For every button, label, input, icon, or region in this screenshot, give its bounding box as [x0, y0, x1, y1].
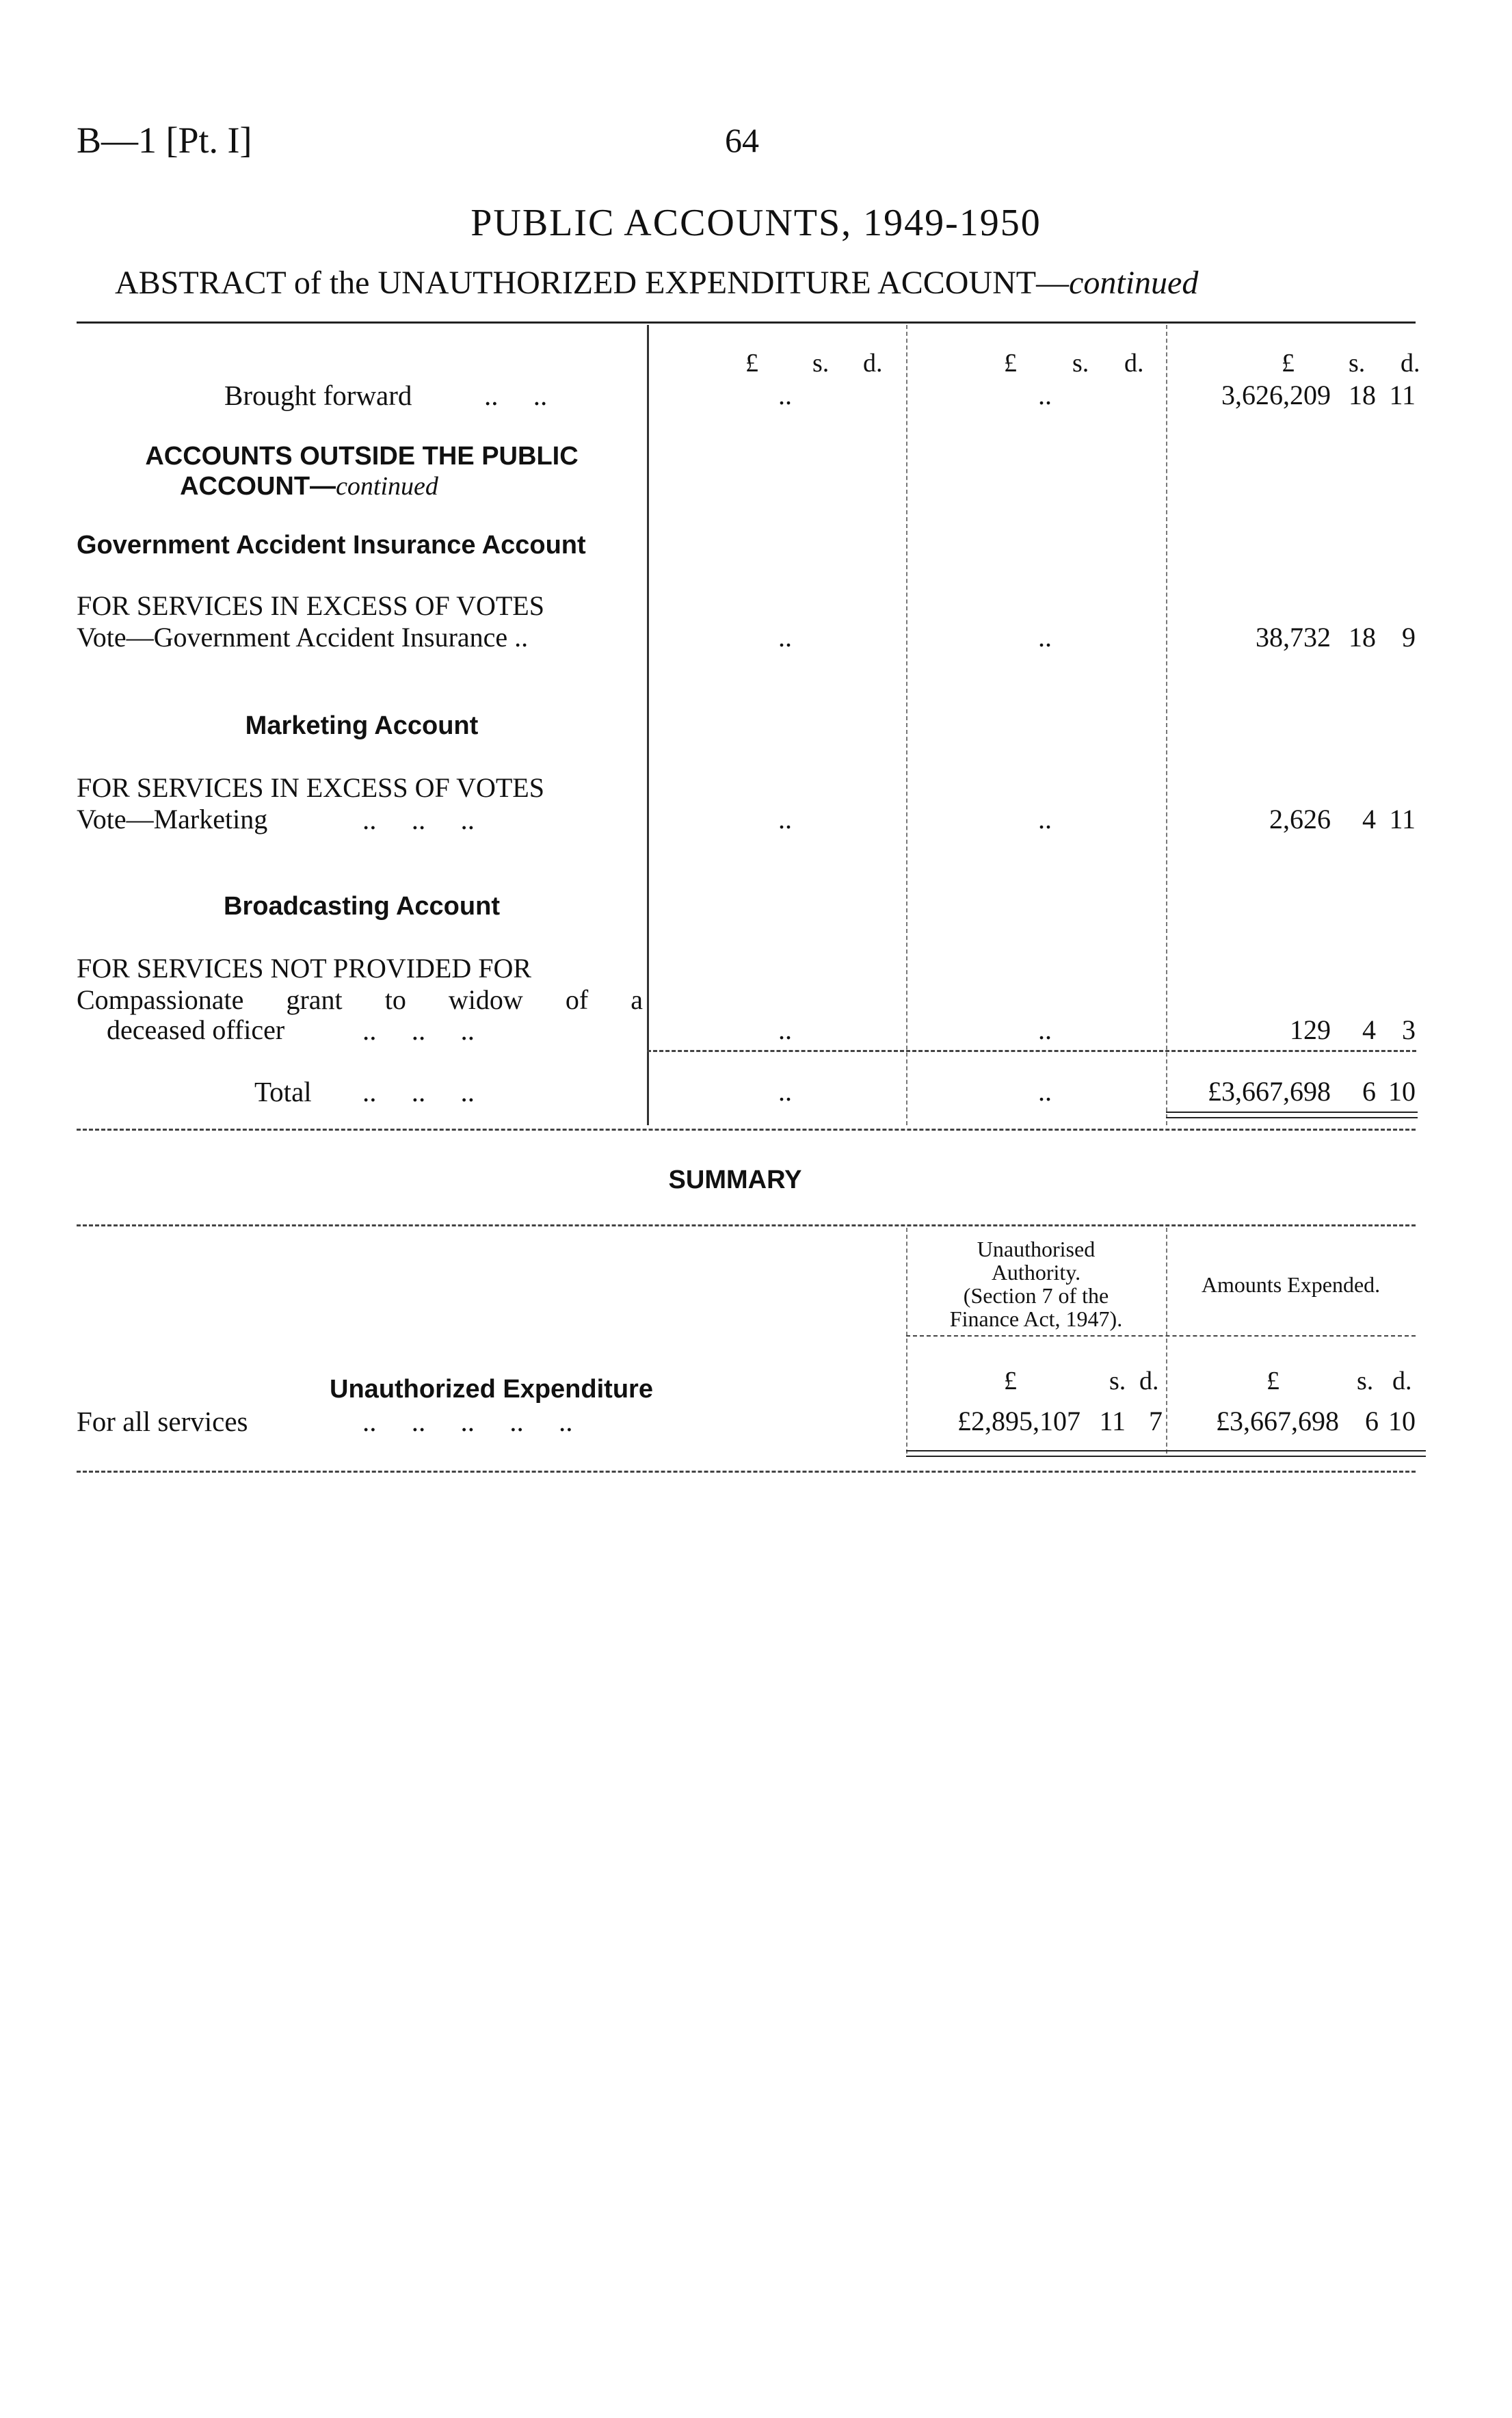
- total-dots: .. .. ..: [362, 1076, 475, 1107]
- summary-row-label: For all services: [77, 1406, 248, 1437]
- page-number: 64: [725, 121, 759, 159]
- brought-forward-shillings: 18: [1349, 380, 1376, 410]
- summary-expended-pence: 10: [1388, 1406, 1416, 1436]
- section2-pence: 11: [1389, 804, 1416, 835]
- section1-col1: ..: [778, 622, 792, 653]
- section1-pounds: 38,732: [1256, 622, 1331, 653]
- section2-col1: ..: [778, 804, 792, 835]
- total-pounds: £3,667,698: [1208, 1076, 1331, 1107]
- summary-col2-pence-head: d.: [1392, 1367, 1412, 1395]
- total-label: Total: [254, 1076, 312, 1107]
- brought-forward-dots: .. ..: [484, 380, 548, 411]
- summary-row-heading: Unauthorized Expenditure: [330, 1375, 653, 1404]
- section2-item: Vote—Marketing: [77, 804, 268, 835]
- section3-category: FOR SERVICES NOT PROVIDED FOR: [77, 953, 532, 984]
- summary-col2-pound-head: £: [1266, 1367, 1279, 1395]
- col1-pound-head: £: [745, 349, 758, 378]
- summary-authority-pounds: £2,895,107: [957, 1406, 1080, 1436]
- summary-double-rule-2: [906, 1456, 1426, 1457]
- page-subtitle: [115, 267, 1198, 300]
- summary-expended-shillings: 6: [1365, 1406, 1379, 1436]
- subtitle-main: ABSTRACT of the UNAUTHORIZED EXPENDITURE ACCOUNT—: [115, 265, 1070, 301]
- summary-bottom-rule: [77, 1471, 1416, 1473]
- col3-shillings-head: s.: [1349, 349, 1366, 378]
- summary-col1-head-line4: Finance Act, 1947).: [949, 1306, 1123, 1331]
- summary-vertical-rule-2: [1166, 1228, 1167, 1454]
- section1-shillings: 18: [1349, 622, 1376, 653]
- total-top-rule: [647, 1050, 1416, 1052]
- section1-heading: Government Accident Insurance Account: [77, 531, 586, 560]
- total-double-rule-2: [1166, 1117, 1418, 1118]
- section3-dots: .. .. ..: [362, 1014, 475, 1046]
- accounts-outside-heading-continued: continued: [336, 472, 438, 501]
- total-double-rule-1: [1166, 1112, 1418, 1113]
- brought-forward-col1: ..: [778, 380, 792, 410]
- col1-pence-head: d.: [863, 349, 883, 378]
- section3-item-line1: Compassionate grant to widow of a: [77, 984, 643, 1015]
- summary-col1-pound-head: £: [1004, 1367, 1017, 1395]
- summary-head-rule: [906, 1335, 1416, 1337]
- accounts-outside-heading-main: ACCOUNT—: [180, 472, 336, 501]
- section3-pounds: 129: [1290, 1014, 1331, 1045]
- section3-item-line2: deceased officer: [107, 1014, 285, 1045]
- section3-col1: ..: [778, 1014, 792, 1045]
- table-bottom-rule: [77, 1129, 1416, 1131]
- section3-shillings: 4: [1362, 1014, 1376, 1045]
- col1-shillings-head: s.: [812, 349, 830, 378]
- col2-pence-head: d.: [1124, 349, 1144, 378]
- table-top-rule: [77, 321, 1416, 324]
- brought-forward-col2: ..: [1038, 380, 1052, 410]
- summary-col1-head-line3: (Section 7 of the: [963, 1283, 1109, 1308]
- total-pence: 10: [1388, 1076, 1416, 1107]
- col3-pence-head: d.: [1401, 349, 1420, 378]
- section3-heading: Broadcasting Account: [224, 892, 500, 921]
- table-vertical-rule-col2: [1166, 325, 1167, 1125]
- col3-pound-head: £: [1282, 349, 1295, 378]
- table-vertical-rule-col1: [906, 325, 907, 1125]
- summary-col1-pence-head: d.: [1139, 1367, 1159, 1395]
- section2-shillings: 4: [1362, 804, 1376, 835]
- section2-heading: Marketing Account: [245, 711, 479, 740]
- section3-col2: ..: [1038, 1014, 1052, 1045]
- summary-expended-pounds: £3,667,698: [1216, 1406, 1339, 1436]
- accounts-outside-heading-line1: ACCOUNTS OUTSIDE THE PUBLIC: [145, 442, 579, 471]
- section1-pence: 9: [1402, 622, 1416, 653]
- section3-pence: 3: [1402, 1014, 1416, 1045]
- brought-forward-pence: 11: [1389, 380, 1416, 410]
- part-reference: B—1 [Pt. I]: [77, 120, 252, 161]
- section2-category: FOR SERVICES IN EXCESS OF VOTES: [77, 772, 544, 803]
- section1-item: Vote—Government Accident Insurance ..: [77, 622, 529, 653]
- summary-authority-pence: 7: [1149, 1406, 1163, 1436]
- total-shillings: 6: [1362, 1076, 1376, 1107]
- summary-col2-shillings-head: s.: [1357, 1367, 1374, 1395]
- summary-authority-shillings: 11: [1099, 1406, 1126, 1436]
- subtitle-continued: continued: [1069, 265, 1199, 301]
- summary-col1-head-line2: Authority.: [991, 1260, 1081, 1285]
- section1-col2: ..: [1038, 622, 1052, 653]
- col2-pound-head: £: [1004, 349, 1017, 378]
- summary-col1-head-line1: Unauthorised: [977, 1237, 1096, 1261]
- summary-row-dots: .. .. .. .. ..: [362, 1406, 573, 1437]
- total-col1: ..: [778, 1076, 792, 1107]
- total-col2: ..: [1038, 1076, 1052, 1107]
- col2-shillings-head: s.: [1072, 349, 1089, 378]
- brought-forward-pounds: 3,626,209: [1221, 380, 1331, 410]
- table-vertical-rule-label: [647, 325, 649, 1125]
- accounts-outside-heading-line2: [77, 473, 542, 499]
- section2-dots: .. .. ..: [362, 804, 475, 835]
- summary-top-rule: [77, 1224, 1416, 1226]
- section2-pounds: 2,626: [1269, 804, 1331, 835]
- section2-col2: ..: [1038, 804, 1052, 835]
- brought-forward-label: Brought forward: [224, 380, 412, 411]
- summary-col2-head: Amounts Expended.: [1201, 1272, 1381, 1297]
- summary-heading: SUMMARY: [668, 1166, 802, 1194]
- section1-category: FOR SERVICES IN EXCESS OF VOTES: [77, 590, 544, 621]
- page-title: PUBLIC ACCOUNTS, 1949-1950: [470, 202, 1042, 244]
- summary-col1-shillings-head: s.: [1109, 1367, 1126, 1395]
- summary-double-rule-1: [906, 1450, 1426, 1451]
